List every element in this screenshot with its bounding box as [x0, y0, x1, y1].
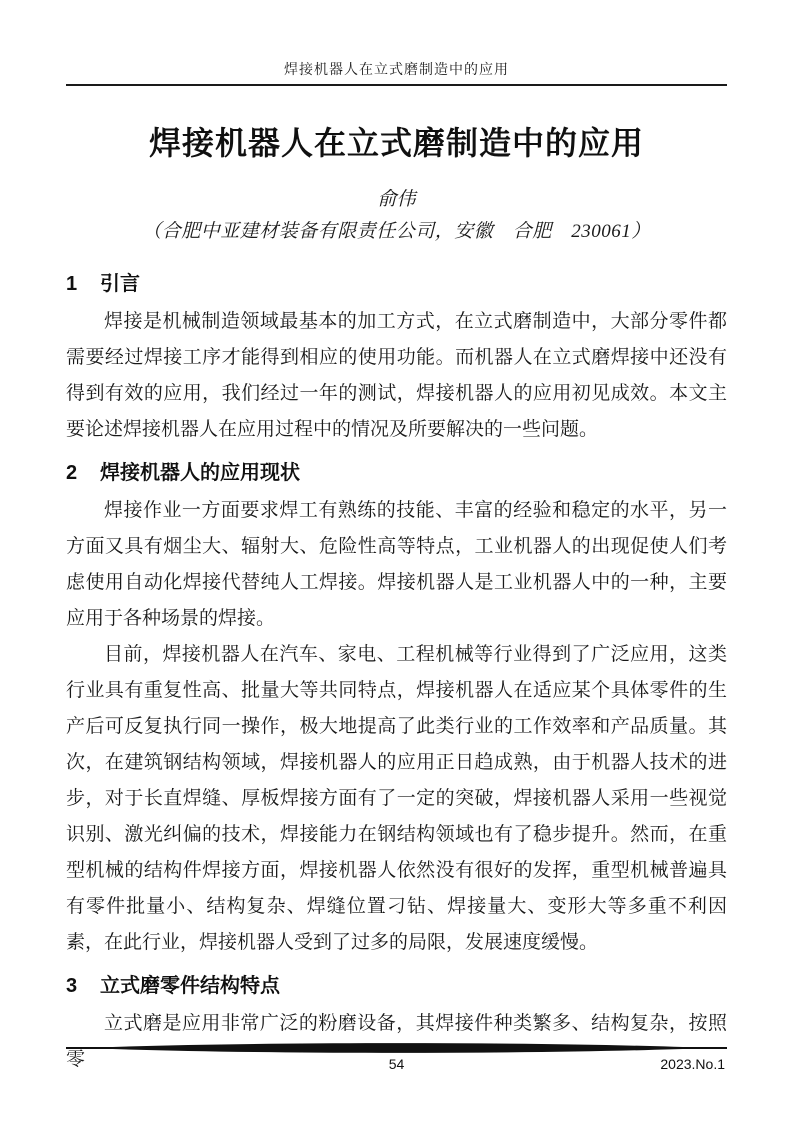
paragraph: 焊接是机械制造领域最基本的加工方式，在立式磨制造中，大部分零件都需要经过焊接工序才能得到相应的使用功能。而机器人在立式磨焊接中还没有得到有效的应用，我们经过一年的测试，焊接机器人的应用初见成效。本文主要论述焊接机器人在应用过程中的情况及所要解决的一些问题。	[66, 311, 727, 440]
section-heading-3	[66, 972, 727, 1000]
footer-rule	[66, 1043, 727, 1053]
issue-label: 2023.No.1	[660, 1056, 725, 1072]
paragraph: 焊接作业一方面要求焊工有熟练的技能、丰富的经验和稳定的水平，另一方面又具有烟尘大、辐射大、危险性高等特点，工业机器人的出现促使人们考虑使用自动化焊接代替纯人工焊接。焊接机器人是工业机器人中的一种，主要应用于各种场景的焊接。	[66, 500, 727, 629]
footer-row	[66, 1056, 727, 1076]
author-name: 俞伟	[377, 189, 416, 210]
section-title: 立式磨零件结构特点	[100, 975, 280, 997]
paragraph: 立式磨是应用非常广泛的粉磨设备，其焊接件种类繁多、结构复杂，按照零	[66, 1013, 727, 1070]
section-title: 引言	[100, 273, 140, 295]
section-number: 1	[66, 273, 78, 295]
section-heading-2	[66, 459, 727, 487]
section-heading-1	[66, 270, 727, 298]
paragraph: 目前，焊接机器人在汽车、家电、工程机械等行业得到了广泛应用，这类行业具有重复性高、批量大等共同特点，焊接机器人在适应某个具体零件的生产后可反复执行同一操作，极大地提高了此类行业的工作效率和产品质量。其次，在建筑钢结构领域，焊接机器人的应用正日趋成熟，由于机器人技术的进步，对于长直焊缝、厚板焊接方面有了一定的突破，焊接机器人采用一些视觉识别、激光纠偏的技术，焊接能力在钢结构领域也有了稳步提升。然而，在重型机械的结构件焊接方面，焊接机器人依然没有很好的发挥，重型机械普遍具有零件批量小、结构复杂、焊缝位置刁钻、焊接量大、变形大等多重不利因素，在此行业，焊接机器人受到了过多的局限，发展速度缓慢。	[66, 644, 727, 953]
section-number: 2	[66, 462, 78, 484]
section-number: 3	[66, 975, 78, 997]
running-header: 焊接机器人在立式磨制造中的应用	[284, 63, 509, 78]
paper-title: 焊接机器人在立式磨制造中的应用	[148, 125, 644, 161]
header-rule	[66, 84, 727, 86]
page-number: 54	[388, 1056, 405, 1072]
author-affiliation: （合肥中亚建材装备有限责任公司，安徽 合肥 230061）	[142, 221, 651, 242]
section-title: 焊接机器人的应用现状	[100, 462, 300, 484]
page-footer	[66, 1043, 727, 1076]
